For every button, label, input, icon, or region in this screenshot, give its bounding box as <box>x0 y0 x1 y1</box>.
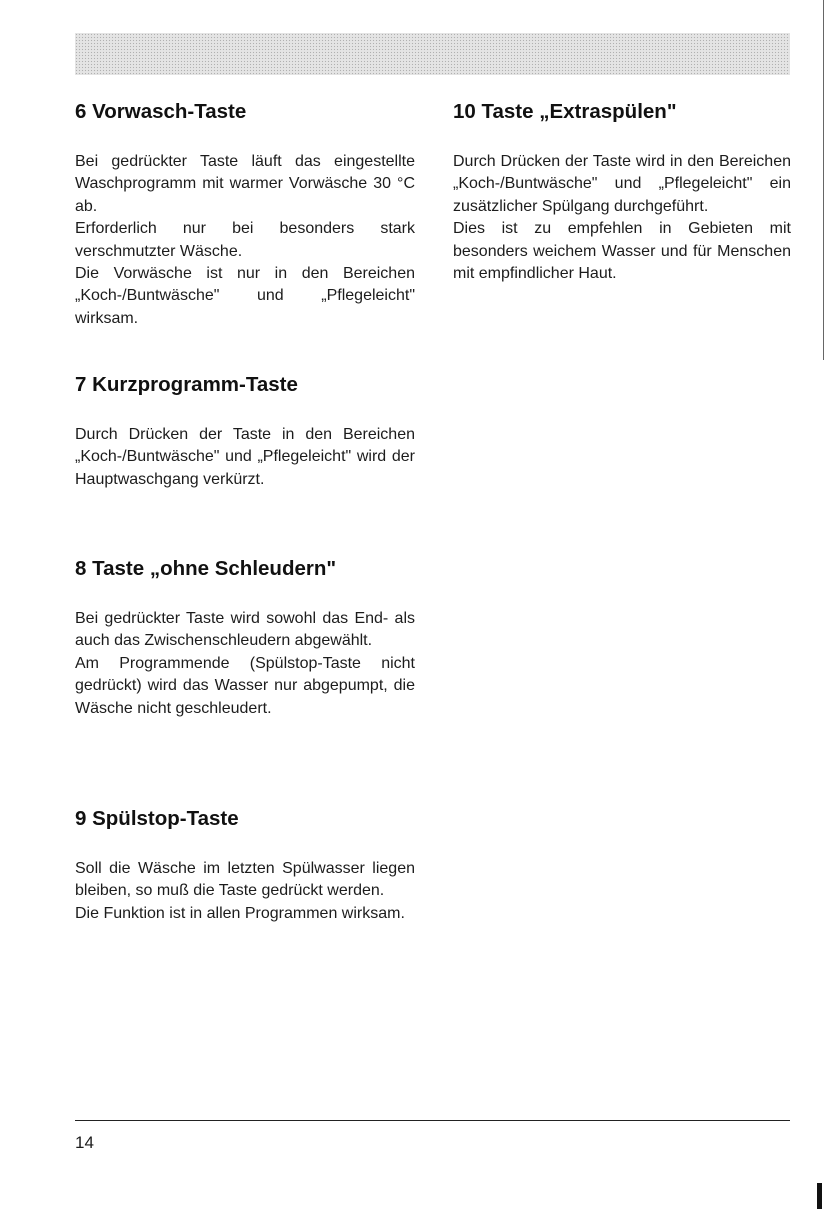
scan-corner-mark <box>817 1183 822 1209</box>
section-kurzprogramm-taste <box>75 373 415 491</box>
section-spuelstop-taste <box>75 807 415 925</box>
paragraph: Die Funktion ist in allen Programmen wirksam. <box>75 904 405 922</box>
paragraph: Erforderlich nur bei besonders stark verschmutzter Wäsche. <box>75 220 415 260</box>
section-body <box>75 608 415 720</box>
scan-edge-line <box>823 0 824 360</box>
paragraph: Dies ist zu empfehlen in Gebieten mit besonders weichem Wasser und für Menschen mit empfindlicher Haut. <box>453 220 791 283</box>
section-title: 9 Spülstop-Taste <box>75 807 239 830</box>
section-extraspuelen <box>453 100 791 285</box>
page-number: 14 <box>75 1133 94 1152</box>
paragraph: Soll die Wäsche im letzten Spülwasser liegen bleiben, so muß die Taste gedrückt werden. <box>75 860 415 900</box>
section-body <box>75 424 415 491</box>
section-body <box>453 151 791 285</box>
paragraph: Am Programmende (Spülstop-Taste nicht gedrückt) wird das Wasser nur abgepumpt, die Wäsche nicht geschleudert. <box>75 654 415 717</box>
section-title: 7 Kurzprogramm-Taste <box>75 373 298 396</box>
section-vorwasch-taste <box>75 100 415 330</box>
section-ohne-schleudern <box>75 557 415 720</box>
section-title: 8 Taste „ohne Schleudern" <box>75 557 337 580</box>
paragraph: Durch Drücken der Taste wird in den Bereichen „Koch-/Buntwäsche" und „Pflegeleicht" ein zusätzlicher Spülgang durchgeführt. <box>453 153 791 215</box>
section-body <box>75 151 415 330</box>
section-title: 10 Taste „Extraspülen" <box>453 100 677 123</box>
header-band <box>75 33 790 75</box>
section-body <box>75 858 415 925</box>
paragraph: Die Vorwäsche ist nur in den Bereichen „Koch-/Buntwäsche" und „Pflegeleicht" wirksam. <box>75 265 415 327</box>
paragraph: Bei gedrückter Taste läuft das eingestellte Waschprogramm mit warmer Vorwäsche 30 °C ab. <box>75 153 415 215</box>
paragraph: Bei gedrückter Taste wird sowohl das End- als auch das Zwischenschleudern abgewählt. <box>75 610 415 650</box>
section-title: 6 Vorwasch-Taste <box>75 100 247 123</box>
footer-divider <box>75 1120 790 1121</box>
paragraph: Durch Drücken der Taste in den Bereichen „Koch-/Buntwäsche" und „Pflegeleicht" wird der Hauptwaschgang verkürzt. <box>75 426 415 488</box>
